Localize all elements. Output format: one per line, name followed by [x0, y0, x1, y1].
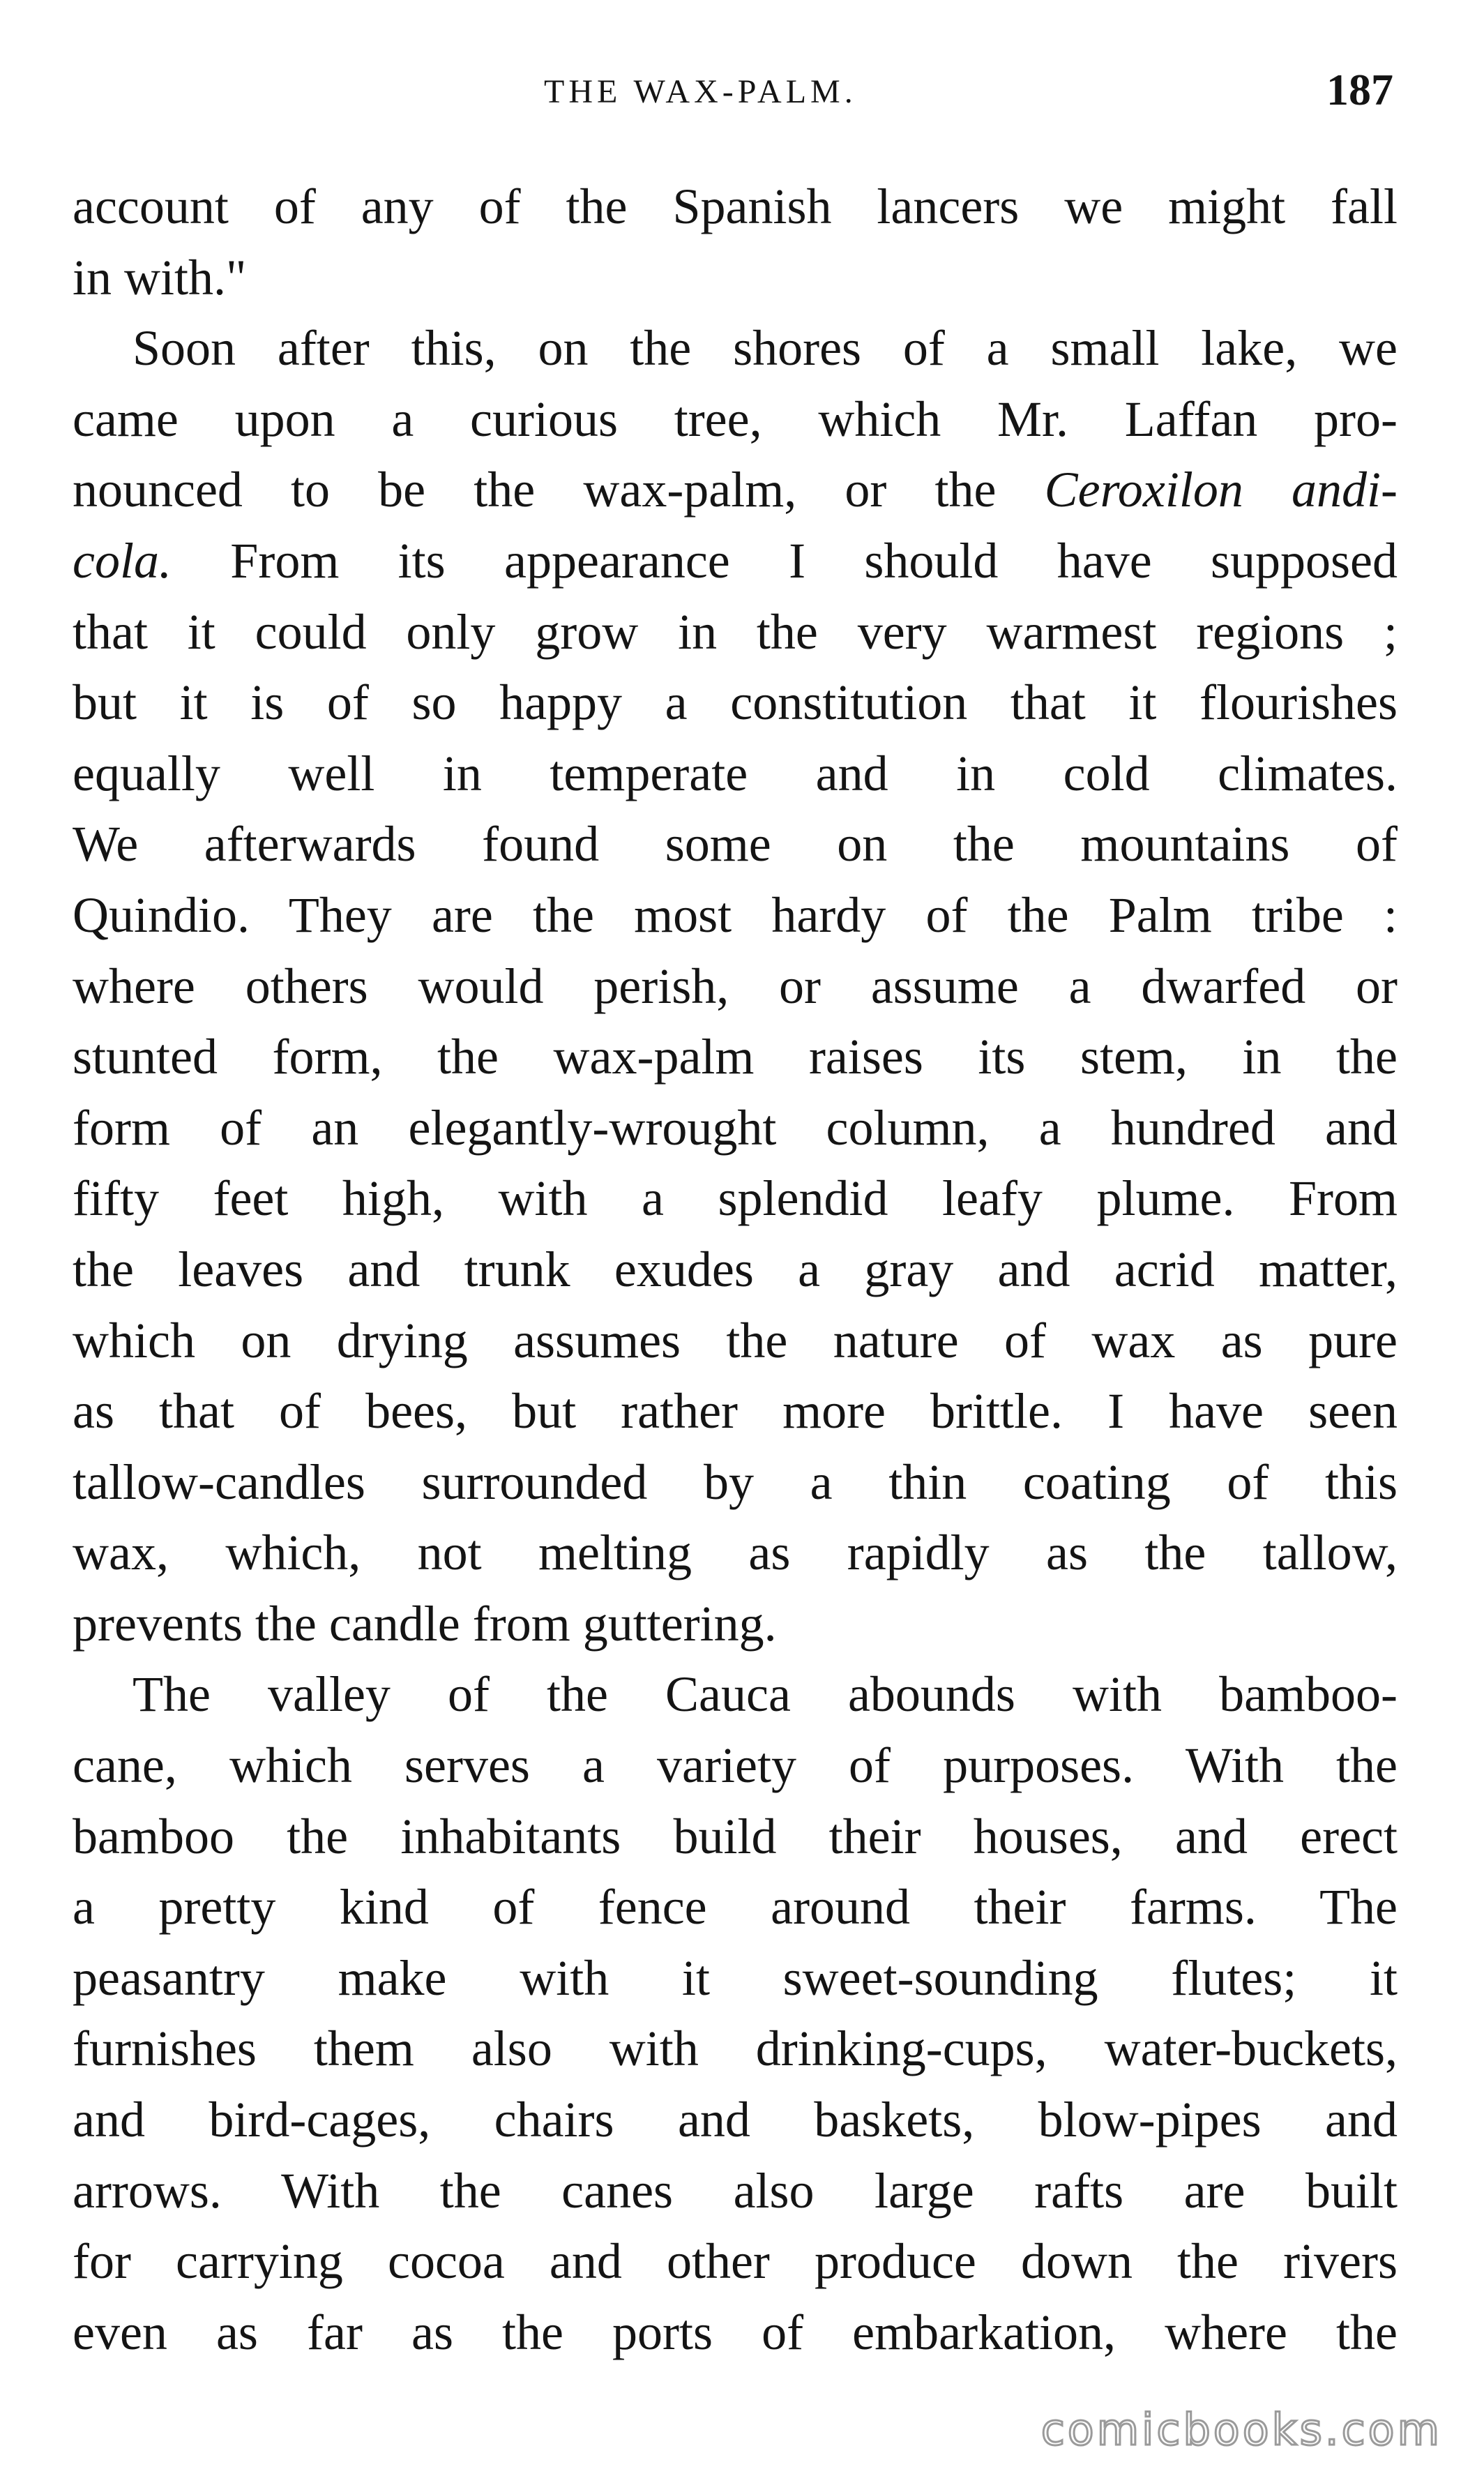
text-line: form of an elegantly-wrought column, a hundred and	[73, 1099, 1398, 1156]
text-line: tallow-candles surrounded by a thin coating of this	[73, 1454, 1398, 1510]
text-line: We afterwards found some on the mountains of	[73, 816, 1398, 873]
text-line: fifty feet high, with a splendid leafy plume. From	[73, 1170, 1398, 1227]
text-line: arrows. With the canes also large rafts are built	[73, 2162, 1398, 2219]
watermark: comicbooks.com	[1040, 2404, 1442, 2455]
text-line: in with."	[73, 249, 247, 305]
italic-term: cola.	[73, 532, 172, 589]
text-line: and bird-cages, chairs and baskets, blow-pipes and	[73, 2092, 1398, 2148]
text-line: cane, which serves a variety of purposes. With the	[73, 1737, 1398, 1794]
text-line: the leaves and trunk exudes a gray and acrid matter,	[73, 1241, 1398, 1297]
page-number: 187	[1326, 65, 1393, 114]
text-line: where others would perish, or assume a dwarfed or	[73, 958, 1398, 1014]
text-line: equally well in temperate and in cold climates.	[73, 745, 1398, 801]
text-segment: From its appearance I should have supposed	[171, 532, 1398, 589]
text-line: even as far as the ports of embarkation, where the	[73, 2304, 1398, 2360]
text-line: a pretty kind of fence around their farms. The	[73, 1879, 1398, 1935]
text-segment: nounced to be the wax-palm, or the	[73, 462, 1045, 518]
text-line: bamboo the inhabitants build their houses, and erect	[73, 1808, 1398, 1864]
text-line: stunted form, the wax-palm raises its stem, in the	[73, 1029, 1398, 1085]
text-line: but it is of so happy a constitution that it flourishes	[73, 674, 1398, 731]
text-line: that it could only grow in the very warmest regions ;	[73, 603, 1398, 660]
text-line: came upon a curious tree, which Mr. Laffan pro-	[73, 391, 1398, 447]
italic-term: Ceroxilon andi-	[1044, 462, 1398, 518]
text-line: Quindio. They are the most hardy of the Palm tribe :	[73, 886, 1398, 943]
text-line: Soon after this, on the shores of a small lake, we	[132, 320, 1398, 377]
text-line	[73, 526, 1398, 597]
text-line: prevents the candle from guttering.	[73, 1595, 777, 1652]
body-text	[73, 172, 1398, 2368]
text-line: furnishes them also with drinking-cups, water-buckets,	[73, 2021, 1398, 2077]
text-line: wax, which, not melting as rapidly as the tallow,	[73, 1525, 1398, 1581]
text-line: as that of bees, but rather more brittle. I have seen	[73, 1383, 1398, 1440]
text-line: peasantry make with it sweet-sounding flutes; it	[73, 1949, 1398, 2006]
text-line: which on drying assumes the nature of wax as pure	[73, 1312, 1398, 1368]
text-line: for carrying cocoa and other produce down the rivers	[73, 2233, 1398, 2290]
text-line: The valley of the Cauca abounds with bamboo-	[132, 1666, 1398, 1723]
text-line	[73, 455, 1398, 526]
text-line: account of any of the Spanish lancers we might fall	[73, 179, 1398, 234]
running-head: THE WAX-PALM.	[544, 73, 857, 110]
